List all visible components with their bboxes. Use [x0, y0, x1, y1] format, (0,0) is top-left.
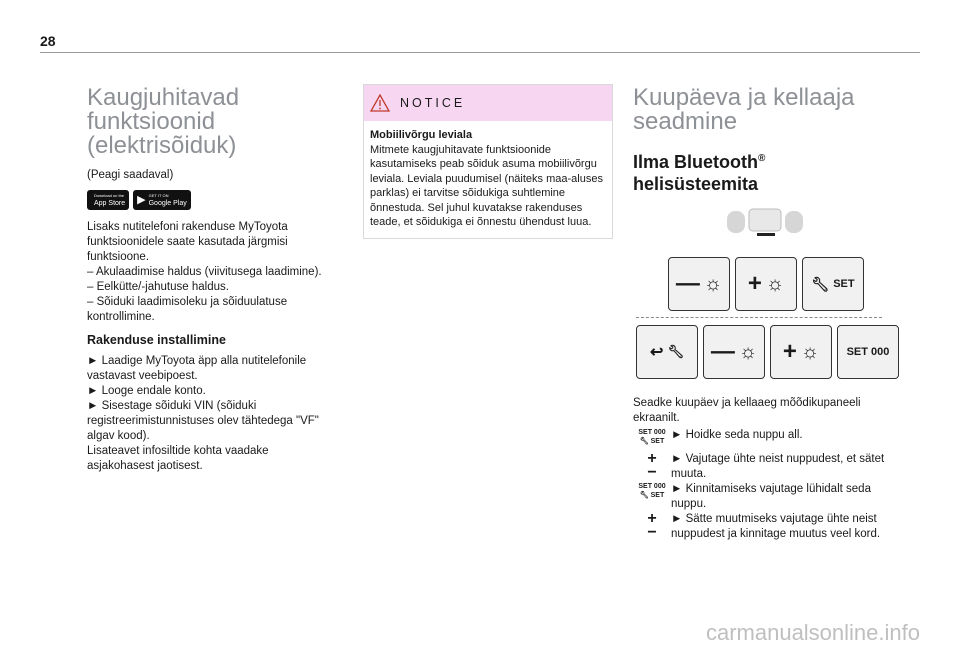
steps-intro: Seadke kuupäev ja kellaaeg mõõdikupaneeli ekraanilt.: [633, 397, 861, 424]
step-row: [633, 428, 893, 446]
notice-label: NOTICE: [400, 95, 466, 110]
plus-minus-icon: + −: [647, 450, 657, 481]
section-title-right: Kuupäeva ja kellaaja seadmine: [633, 84, 855, 135]
steps-list: [633, 396, 893, 542]
app-store-badge[interactable]: [87, 190, 129, 210]
section-title: Kaugjuhitavad funktsioonid (elektrisõiduk): [87, 84, 240, 159]
wrench-set-button[interactable]: [802, 257, 864, 311]
step-row: [633, 482, 893, 512]
back-wrench-button[interactable]: [636, 325, 698, 379]
subsection-title-2: helisüsteemita: [633, 174, 759, 194]
step-text: ► Sätte muutmiseks vajutage ühte neist nuppudest ja kinnitage muutus veel kord.: [671, 513, 881, 540]
step-item: ► Laadige MyToyota äpp alla nutitelefonile vastavast veebipoest.: [87, 355, 307, 382]
set-000-icon: SET 000: [638, 429, 666, 436]
page-number: 28: [40, 33, 56, 49]
plus-brightness-button[interactable]: [770, 325, 832, 379]
play-icon: ▶: [137, 194, 146, 206]
step-text: ► Hoidke seda nuppu all.: [671, 429, 803, 441]
subheading: Rakenduse installimine: [87, 333, 226, 347]
step-item: ► Sisestage sõiduki VIN (sõiduki registreerimistunnistuses olev tähtedega "VF" algav kood).: [87, 400, 319, 442]
set-label: SET: [833, 278, 855, 290]
bottom-button-row: [636, 325, 899, 379]
top-button-row: [668, 257, 864, 311]
step-text: ► Vajutage ühte neist nuppudest, et sätet muuta.: [671, 453, 885, 480]
step-row: [633, 452, 893, 482]
google-play-label: Google Play: [148, 200, 187, 207]
wrench-set-icon: SET: [650, 438, 665, 445]
steering-wheel-icon: [725, 205, 805, 239]
minus-brightness-button[interactable]: [703, 325, 765, 379]
notice-heading: Mobiilivõrgu leviala: [370, 129, 473, 141]
sun-icon: ☼: [765, 272, 785, 295]
minus-label: —: [710, 338, 735, 365]
sun-icon: ☼: [703, 272, 723, 295]
availability-note: (Peagi saadaval): [87, 169, 174, 181]
registered-mark: ®: [758, 153, 766, 164]
divider-dashed: [636, 317, 882, 318]
set-000-icon: SET 000: [638, 483, 666, 490]
plus-brightness-button[interactable]: [735, 257, 797, 311]
right-column: [633, 80, 893, 195]
warning-icon: [370, 94, 390, 112]
notice-box: [363, 84, 613, 239]
google-play-badge[interactable]: [133, 190, 191, 210]
step-item: ► Looge endale konto.: [87, 385, 206, 397]
sun-icon: ☼: [738, 340, 758, 363]
sun-icon: ☼: [800, 340, 820, 363]
notice-header: [364, 85, 612, 121]
bullet-item: – Sõiduki laadimisoleku ja sõiduulatuse kontrollimine.: [87, 296, 288, 323]
plus-label: +: [782, 338, 797, 365]
notice-body: [364, 121, 612, 238]
wrench-icon: 🔧︎: [811, 275, 830, 292]
wrench-icon: 🔧︎: [667, 344, 684, 359]
more-info: Lisateavet infosiltide kohta vaadake asjakohasest jaotisest.: [87, 445, 269, 472]
app-store-label: App Store: [94, 200, 126, 207]
header-rule: [40, 52, 920, 53]
left-column: [87, 80, 337, 474]
minus-label: —: [675, 270, 700, 297]
intro-text: Lisaks nutitelefoni rakenduse MyToyota funktsioonidele saate kasutada järgmisi funktsioone.: [87, 221, 288, 263]
notice-column: [363, 84, 613, 239]
step-row: [633, 512, 893, 542]
notice-text: Mitmete kaugjuhitavate funktsioonide kasutamiseks peab sõiduk asuma mobiilivõrgu leviala. Leviala puudumisel (näiteks maa-aluses parklas) ei tarvitse sõidukiga suhtlemine õnnestuda. Sel juhul kuvatakse rakenduses teade, et sõidukiga ei õnnestu ühendust luua.: [370, 143, 603, 228]
watermark: carmanualsonline.info: [705, 620, 920, 645]
bullet-item: – Akulaadimise haldus (viivitusega laadimine).: [87, 266, 322, 278]
app-store-small: Download on the: [94, 193, 125, 198]
set-wrench-icon: SET 000 🔧︎ SET: [638, 429, 666, 445]
subtitle-text: Ilma Bluetooth: [633, 152, 758, 172]
store-badges: [87, 190, 337, 210]
plus-label: +: [747, 270, 762, 297]
subsection-title: [633, 148, 893, 173]
set-wrench-icon: SET 000 🔧︎ SET: [638, 483, 666, 499]
step-text: ► Kinnitamiseks vajutage lühidalt seda nuppu.: [671, 483, 871, 510]
wrench-set-icon: SET: [650, 492, 665, 499]
bullet-item: – Eelkütte/-jahutuse haldus.: [87, 281, 229, 293]
set-000-button[interactable]: [837, 325, 899, 379]
back-arrow-icon: ↩: [650, 344, 664, 361]
set-000-label: SET 000: [846, 346, 890, 358]
google-play-small: GET IT ON: [148, 193, 169, 198]
minus-brightness-button[interactable]: [668, 257, 730, 311]
plus-minus-icon: + −: [647, 510, 657, 541]
